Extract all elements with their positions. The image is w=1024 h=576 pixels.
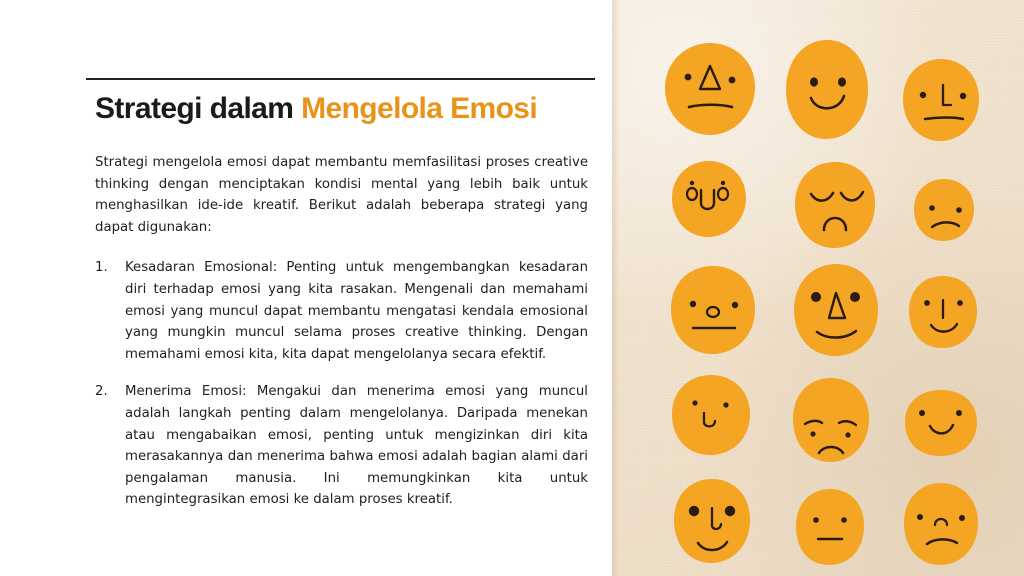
strategy-list [95,257,588,511]
list-item-marker: 2. [95,384,108,400]
page-title-primary: Strategi dalam [95,92,302,125]
emotion-face-grid [612,0,1024,576]
title-divider [86,78,595,80]
illustration-panel [612,0,1024,576]
face-sad-closed-eyes [793,160,877,250]
face-happy-wide [903,388,979,458]
face-triangle-nose-smile [792,262,880,358]
page-title-accent: Mengelola Emosi [301,92,538,125]
face-small-smile-nose [907,274,979,350]
intro-paragraph: Strategi mengelola emosi dapat membantu memfasilitasi proses creative thinking dengan menciptakan kondisi mental yang lebih baik untuk menghasilkan ide-ide kreatif. Berikut adalah beberapa strategi yang dapat digunakan: [95,155,588,235]
list-item [95,381,588,511]
face-surprised-open-mouth [670,159,748,239]
face-smile-big [784,38,870,142]
list-item-text: Menerima Emosi: Mengakui dan menerima emosi yang muncul adalah langkah penting dalam mengelolanya. Daripada menekan atau mengabaikan emosi, penting untuk mengizinkan diri kita merasakannya dan menerima bahwa emosi adalah bagian alami dari pengalaman manusia. Ini memungkinkan kita untuk mengintegrasikan emosi ke dalam proses kreatif. [125,384,588,508]
list-item [95,257,588,365]
list-item-marker: 1. [95,260,108,276]
body-content [95,152,588,511]
face-slight-frown [912,177,976,243]
face-hook-nose-neutral [901,57,981,143]
face-big-eyes-smile [672,477,752,565]
face-tiny-smile [670,373,752,457]
page-title [95,93,605,125]
face-triangle-nose-neutral [662,40,758,138]
list-item-text: Kesadaran Emosional: Penting untuk mengembangkan kesadaran diri terhadap emosi yang kita rasakan. Mengenali dan memahami emosi yang muncul dapat membantu mengatasi kendala emosional yang mungkin muncul selama proses creative thinking. Dengan memahami emosi kita, kita dapat mengelolanya secara efektif. [125,260,588,362]
face-angry-frown [791,376,871,464]
face-worried-frown [902,481,980,567]
face-flat-neutral [794,487,866,567]
face-round-nose-neutral [669,264,757,356]
